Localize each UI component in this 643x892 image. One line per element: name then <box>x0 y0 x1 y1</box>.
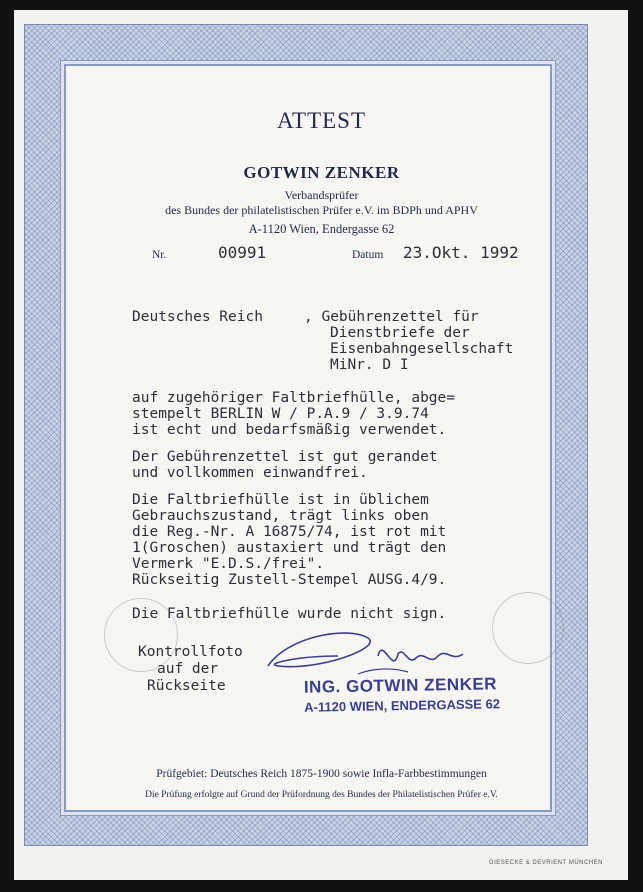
faint-postmark-right <box>492 592 564 664</box>
text-line: Rückseitig Zustell-Stempel AUSG.4/9. <box>132 572 447 588</box>
nr-label: Nr. <box>152 249 167 261</box>
certificate-title: ATTEST <box>276 108 367 133</box>
expert-name: GOTWIN ZENKER <box>243 163 400 182</box>
photo-note-line: Rückseite <box>147 678 226 694</box>
item-description-line: , Gebührenzettel für <box>304 309 479 325</box>
certificate-date: 23.Okt. 1992 <box>403 243 519 262</box>
item-description-line: Dienstbriefe der <box>330 325 470 341</box>
expertise-scope: Prüfgebiet: Deutsches Reich 1875-1900 sowie Infla-Farbbestimmungen <box>156 768 487 780</box>
expert-address: A-1120 Wien, Endergasse 62 <box>248 222 395 236</box>
text-line: stempelt BERLIN W / P.A.9 / 3.9.74 <box>132 406 429 422</box>
certificate-number: 00991 <box>218 243 267 262</box>
regulation-note: Die Prüfung erfolgte auf Grund der Prüfordnung des Bundes der Philatelistischen Prüfer e.V. <box>145 790 498 800</box>
expert-role: Verbandsprüfer <box>284 188 359 202</box>
handstamp-address: A-1120 WIEN, ENDERGASSE 62 <box>304 696 501 715</box>
text-line: die Reg.-Nr. A 16875/74, ist rot mit <box>132 524 447 540</box>
date-label: Datum <box>352 249 384 261</box>
printer-imprint: GIESECKE & DEVRIENT MÜNCHEN <box>488 860 603 866</box>
text-line: auf zugehöriger Faltbriefhülle, abge= <box>132 390 456 406</box>
text-line: Gebrauchszustand, trägt links oben <box>132 508 429 524</box>
item-catalog-number: MiNr. D I <box>330 357 409 373</box>
item-country: Deutsches Reich <box>132 309 263 325</box>
expert-handstamp <box>304 674 500 714</box>
text-line: und vollkommen einwandfrei. <box>132 465 368 481</box>
text-line: 1(Groschen) austaxiert und trägt den <box>132 540 447 556</box>
handstamp-name: ING. GOTWIN ZENKER <box>303 674 498 697</box>
text-line: Die Faltbriefhülle wurde nicht sign. <box>132 606 447 622</box>
text-line: ist echt und bedarfsmäßig verwendet. <box>132 422 447 438</box>
photo-note-line: Kontrollfoto <box>138 644 243 660</box>
expert-association: des Bundes der philatelistischen Prüfer e.V. im BDPh und APHV <box>165 203 478 217</box>
text-line: Die Faltbriefhülle ist in üblichem <box>132 492 429 508</box>
photo-note-line: auf der <box>157 661 219 677</box>
text-line: Vermerk "E.D.S./frei". <box>132 556 325 572</box>
text-line: Der Gebührenzettel ist gut gerandet <box>132 449 438 465</box>
item-description-line: Eisenbahngesellschaft <box>330 341 514 357</box>
